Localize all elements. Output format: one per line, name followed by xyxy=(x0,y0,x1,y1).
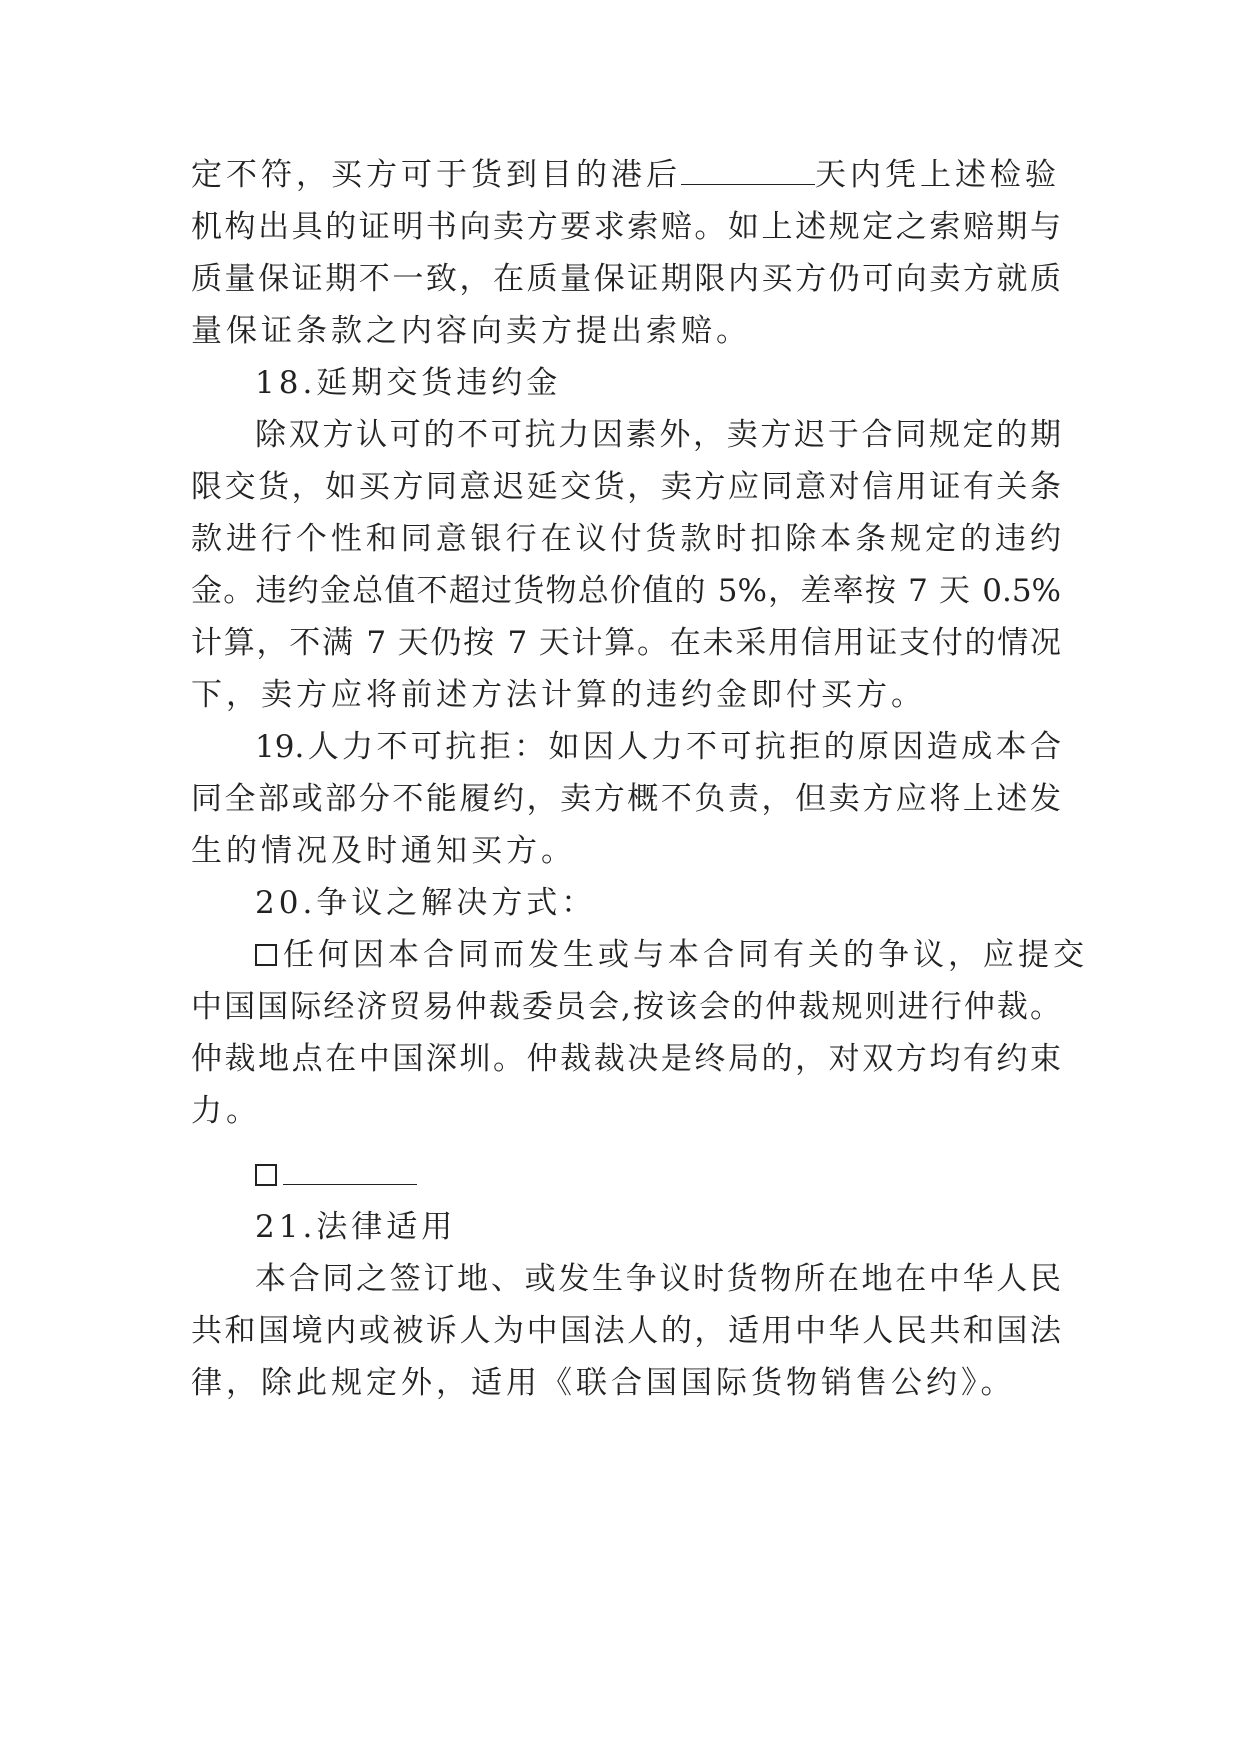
clause-17-text-part-a: 定不符，买方可于货到目的港后 xyxy=(191,157,681,193)
clause-19-line-1: 19.人力不可抗拒：如因人力不可抗拒的原因造成本合 xyxy=(255,729,1061,765)
clause-17-text-part-b: 天内凭上述检验 xyxy=(815,157,1060,193)
clause-20-option-1-line-2: 中国国际经济贸易仲裁委员会,按该会的仲裁规则进行仲裁。 xyxy=(191,989,1061,1025)
clause-19-line-2: 同全部或部分不能履约，卖方概不负责，但卖方应将上述发 xyxy=(191,781,1061,817)
option-1-checkbox[interactable] xyxy=(255,944,277,966)
clause-20-option-2 xyxy=(255,1160,417,1191)
clause-21-line-1: 本合同之签订地、或发生争议时货物所在地在中华人民 xyxy=(255,1261,1061,1297)
clause-18-line-4: 金。违约金总值不超过货物总价值的 5%，差率按 7 天 0.5% xyxy=(191,573,1061,609)
clause-17-line-4: 量保证条款之内容向卖方提出索赔。 xyxy=(191,313,751,349)
clause-18-line-3: 款进行个性和同意银行在议付货款时扣除本条规定的违约 xyxy=(191,521,1061,557)
days-blank xyxy=(681,182,815,185)
clause-17-line-3: 质量保证期不一致，在质量保证期限内买方仍可向卖方就质 xyxy=(191,261,1061,297)
clause-21-line-3: 律，除此规定外，适用《联合国国际货物销售公约》。 xyxy=(191,1365,1016,1401)
clause-18-line-1: 除双方认可的不可抗力因素外，卖方迟于合同规定的期 xyxy=(255,417,1061,453)
clause-20-option-1-line-1 xyxy=(255,937,1088,973)
option-1-text: 任何因本合同而发生或与本合同有关的争议，应提交 xyxy=(283,937,1088,973)
clause-20-option-1-line-3: 仲裁地点在中国深圳。仲裁裁决是终局的，对双方均有约束 xyxy=(191,1041,1061,1077)
clause-21-heading: 21.法律适用 xyxy=(255,1209,457,1245)
clause-17-line-1 xyxy=(191,157,1060,193)
clause-21-line-2: 共和国境内或被诉人为中国法人的，适用中华人民共和国法 xyxy=(191,1313,1061,1349)
option-2-blank xyxy=(283,1182,417,1185)
clause-18-line-2: 限交货，如买方同意迟延交货，卖方应同意对信用证有关条 xyxy=(191,469,1061,505)
clause-17-line-2: 机构出具的证明书向卖方要求索赔。如上述规定之索赔期与 xyxy=(191,209,1061,245)
clause-18-line-6: 下，卖方应将前述方法计算的违约金即付买方。 xyxy=(191,677,926,713)
clause-19-line-3: 生的情况及时通知买方。 xyxy=(191,833,576,869)
clause-18-line-5: 计算，不满 7 天仍按 7 天计算。在未采用信用证支付的情况 xyxy=(191,625,1061,661)
option-2-checkbox[interactable] xyxy=(255,1164,277,1186)
clause-20-heading: 20.争议之解决方式： xyxy=(255,885,597,921)
clause-18-heading: 18.延期交货违约金 xyxy=(255,365,562,401)
clause-20-option-1-line-4: 力。 xyxy=(191,1093,261,1129)
